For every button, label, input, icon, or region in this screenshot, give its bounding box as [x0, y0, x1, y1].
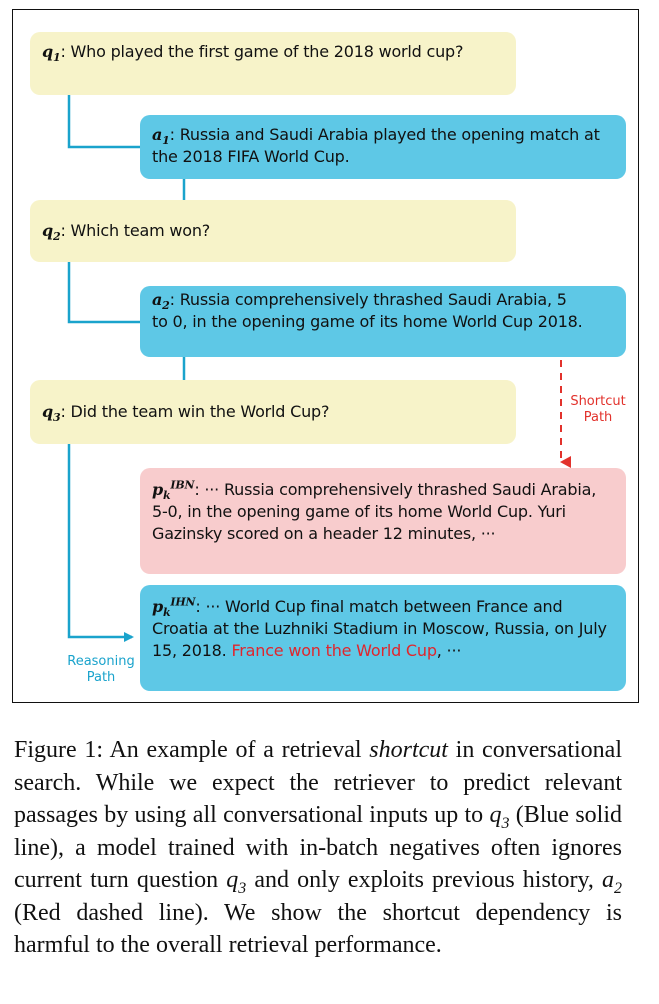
p-ihn-variable: $p_k^{IHN}$ [152, 595, 196, 620]
p-ihn-highlight: France won the World Cup [231, 641, 437, 660]
caption-text-3: (Blue solid line), a model trained with in-batch negatives often ignores current turn question [14, 802, 622, 893]
caption-var-a2: $a_2$ [602, 867, 623, 897]
p-ibn-box [140, 468, 626, 574]
p-ihn-tail: , ··· [436, 641, 462, 660]
a2-variable: $a_2$ [152, 290, 170, 313]
caption-var-q3-first: $q_3$ [489, 802, 510, 832]
a2-box [140, 286, 626, 357]
q2-text: Which team won? [70, 221, 211, 240]
q1-text: Who played the first game of the 2018 world cup? [70, 42, 464, 61]
reasoning-path-arrow [69, 444, 132, 637]
reasoning-path-label-line2: Path [86, 670, 116, 685]
q1-variable: $q_1$ [42, 42, 61, 65]
caption-text-2: in conversational search. While we expect the retriever to predict relevant passages by using all conversational inputs up to [14, 737, 623, 828]
connector-q2-a2 [69, 262, 140, 322]
shortcut-path-label-line1: Shortcut [570, 394, 626, 409]
a1-box [140, 115, 626, 179]
q2-separator: : [60, 221, 71, 240]
p-ihn-text: ··· World Cup final match between France and Croatia at the Luzhniki Stadium in Moscow, Russia, on July 15, 2018. [152, 597, 607, 660]
q1-separator: : [60, 42, 71, 61]
a2-text: Russia comprehensively thrashed Saudi Arabia, 5 to 0, in the opening game of its home World Cup 2018. [152, 290, 583, 331]
q2-variable: $q_2$ [42, 221, 61, 244]
q3-box [30, 380, 516, 444]
q3-variable: $q_3$ [42, 402, 61, 425]
a1-separator: : [169, 125, 180, 144]
q3-text: Did the team win the World Cup? [70, 402, 330, 421]
connector-q1-a1 [69, 95, 140, 147]
q2-box [30, 200, 516, 262]
p-ihn-box [140, 585, 626, 691]
q1-box [30, 32, 516, 95]
caption-label: Figure 1: [14, 737, 104, 763]
figure-caption [14, 734, 622, 962]
a1-variable: $a_1$ [152, 125, 170, 148]
caption-text-1: An example of a retrieval [103, 737, 370, 763]
caption-text-4: and only exploits previous history, [246, 867, 603, 893]
a2-separator: : [169, 290, 180, 309]
shortcut-path-label-line2: Path [583, 410, 613, 425]
q3-separator: : [60, 402, 71, 421]
p-ihn-separator: : [195, 597, 206, 616]
caption-shortcut-word: shortcut [369, 737, 448, 763]
caption-var-q3-second: $q_3$ [226, 867, 247, 897]
p-ibn-separator: : [194, 480, 205, 499]
p-ibn-variable: $p_k^{IBN}$ [152, 478, 195, 503]
caption-text-5: (Red dashed line). We show the shortcut dependency is harmful to the overall retrieval performance. [14, 899, 622, 958]
reasoning-path-label-line1: Reasoning [67, 654, 135, 669]
a1-text: Russia and Saudi Arabia played the opening match at the 2018 FIFA World Cup. [152, 125, 600, 166]
p-ibn-text: ··· Russia comprehensively thrashed Saudi Arabia, 5-0, in the opening game of its home World Cup. Yuri Gazinsky scored on a header 12 minutes, ··· [152, 480, 597, 543]
shortcut-path-label [563, 394, 633, 426]
reasoning-path-label [58, 654, 144, 686]
